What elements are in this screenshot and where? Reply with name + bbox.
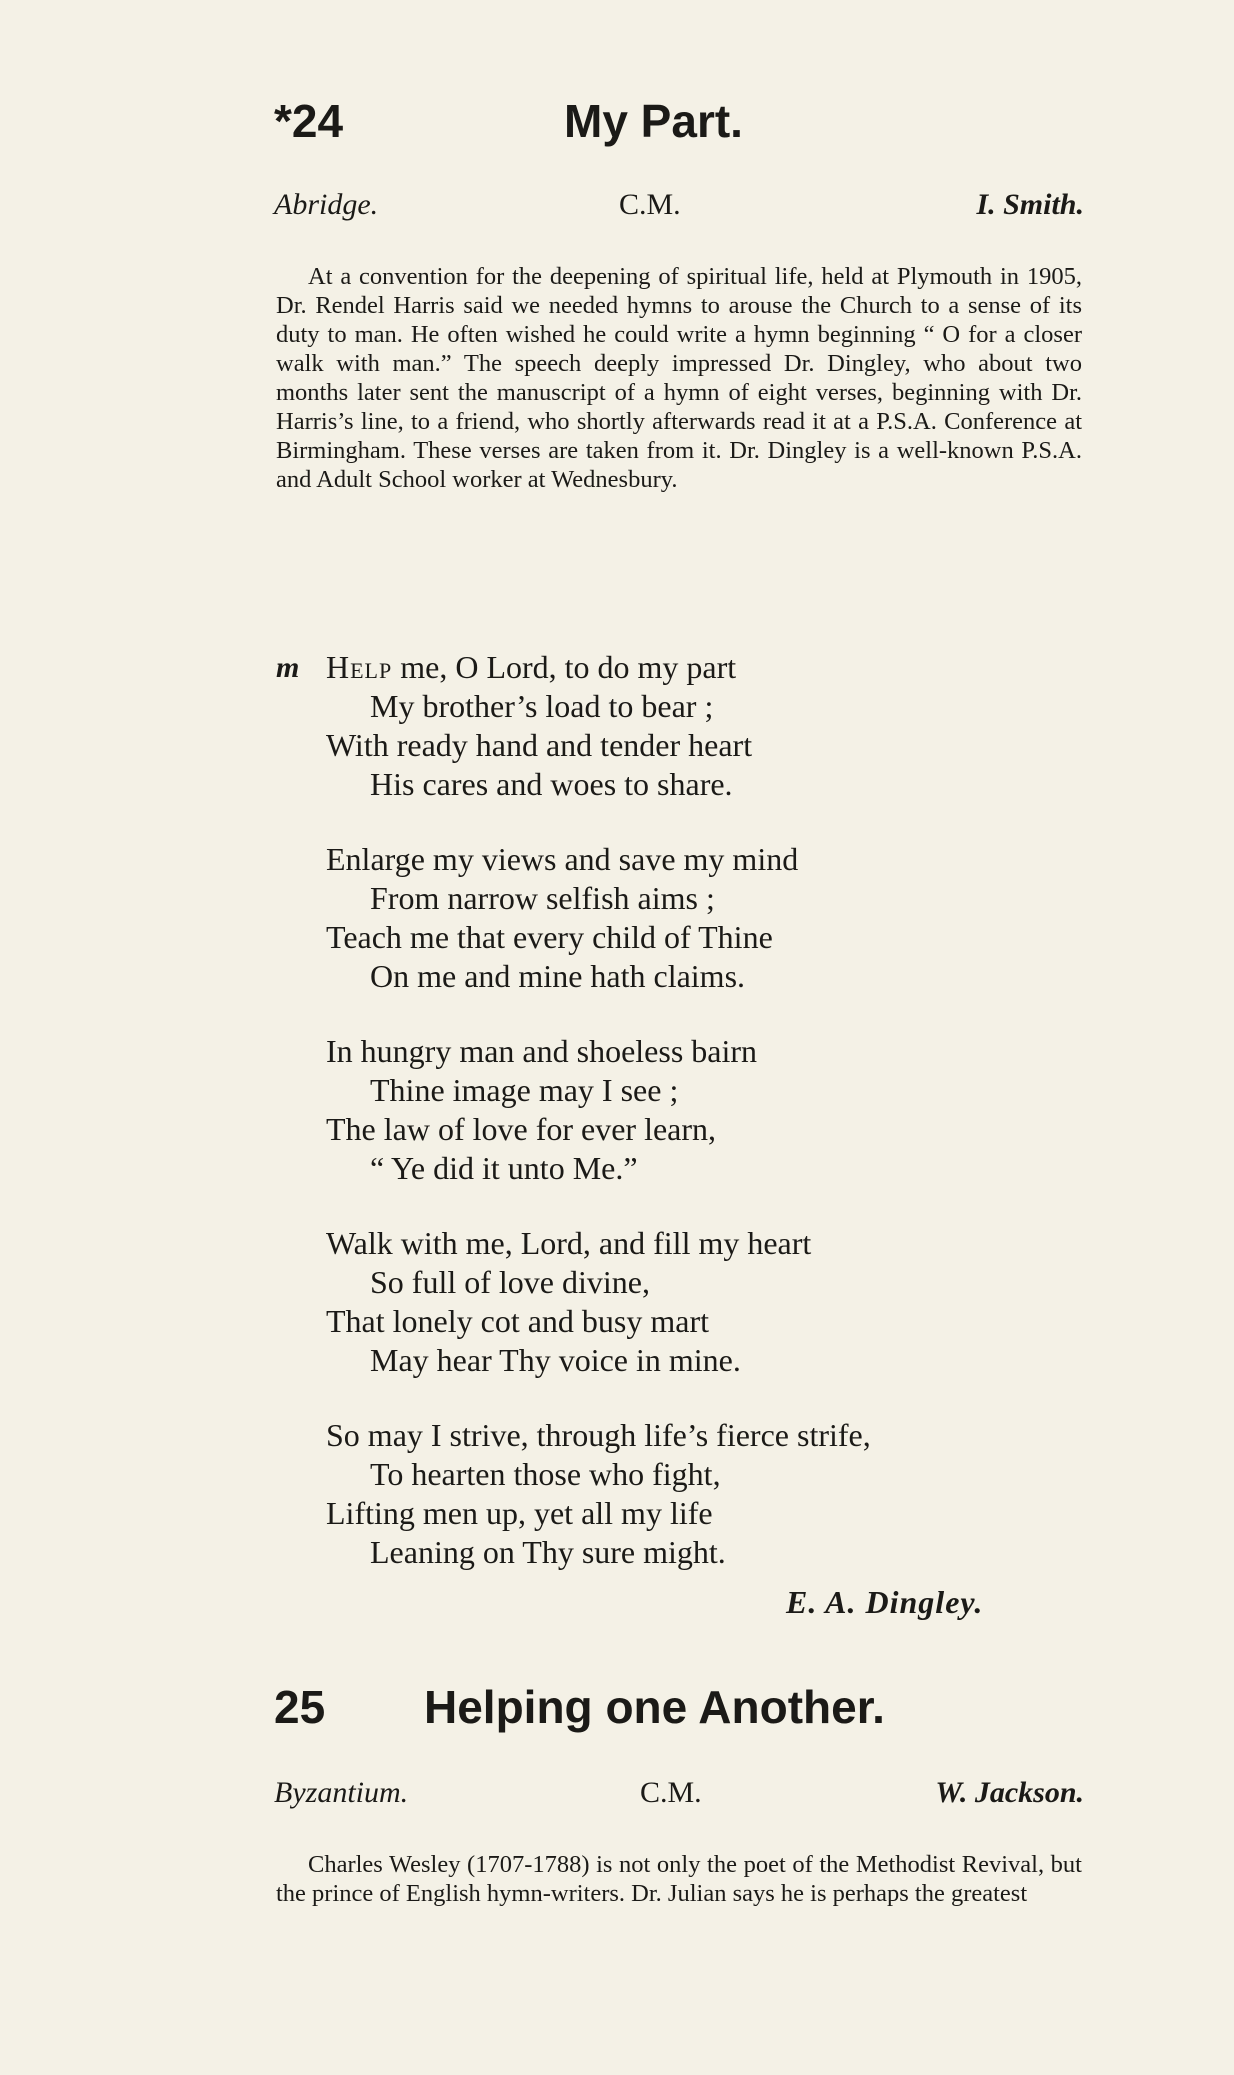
verse-line: The law of love for ever learn, bbox=[326, 1111, 717, 1147]
tune-name: Byzantium. bbox=[274, 1776, 409, 1809]
verse-line: So may I strive, through life’s fierce strife, bbox=[326, 1417, 871, 1453]
verse-line: From narrow selfish aims ; bbox=[370, 880, 715, 916]
verse-line: In hungry man and shoeless bairn bbox=[326, 1033, 758, 1069]
dynamic-marking: m bbox=[276, 651, 300, 684]
verse-2 bbox=[326, 840, 798, 996]
verse-line: Teach me that every child of Thine bbox=[326, 919, 773, 955]
verse-line: Walk with me, Lord, and fill my heart bbox=[326, 1225, 812, 1261]
hymn-24-tune-line bbox=[274, 188, 1084, 224]
verse-line: Thine image may I see ; bbox=[370, 1072, 679, 1108]
verse-3 bbox=[326, 1032, 757, 1188]
verse-5 bbox=[326, 1416, 871, 1572]
verse-line: Help me, O Lord, to do my part bbox=[326, 649, 737, 685]
meter: C.M. bbox=[619, 188, 681, 221]
hymn-24-note: At a convention for the deepening of spiritual life, held at Plymouth in 1905, Dr. Rendel Harris said we needed hymns to arouse the Church to a sense of its duty to man. He often wished he could write a hymn beginning “ O for a closer walk with man.” The speech deeply impressed Dr. Dingley, who about two months later sent the manuscript of a hymn of eight verses, beginning with Dr. Harris’s line, to a friend, who shortly afterwards read it at a P.S.A. Conference at Birmingham. These verses are taken from it. Dr. Dingley is a well-known P.S.A. and Adult School worker at Wednesbury. bbox=[276, 263, 1082, 493]
verse-4 bbox=[326, 1224, 811, 1380]
verse-line: Enlarge my views and save my mind bbox=[326, 841, 799, 877]
meter: C.M. bbox=[640, 1776, 702, 1809]
verse-line: That lonely cot and busy mart bbox=[326, 1303, 710, 1339]
verse-line: His cares and woes to share. bbox=[370, 766, 733, 802]
verse-line: On me and mine hath claims. bbox=[370, 958, 746, 994]
hymn-25-note: Charles Wesley (1707-1788) is not only the poet of the Methodist Revival, but the prince of English hymn-writers. Dr. Julian says he is perhaps the greatest bbox=[276, 1851, 1082, 1907]
verse-line: With ready hand and tender heart bbox=[326, 727, 753, 763]
verse-line: So full of love divine, bbox=[370, 1264, 650, 1300]
hymn-25-tune-line bbox=[274, 1776, 1084, 1812]
hymn-title: My Part. bbox=[564, 95, 743, 147]
verse-line: “ Ye did it unto Me.” bbox=[370, 1150, 638, 1186]
composer: W. Jackson. bbox=[935, 1776, 1084, 1809]
verse-line: My brother’s load to bear ; bbox=[370, 688, 714, 724]
hymn-number: *24 bbox=[274, 95, 344, 147]
hymn-number: 25 bbox=[274, 1681, 326, 1733]
verse-line: Leaning on Thy sure might. bbox=[370, 1534, 726, 1570]
hymn-25-header bbox=[274, 1680, 1094, 1736]
verse-line: Lifting men up, yet all my life bbox=[326, 1495, 713, 1531]
verse-1 bbox=[276, 648, 753, 804]
author-attribution: E. A. Dingley. bbox=[786, 1584, 984, 1620]
composer: I. Smith. bbox=[976, 188, 1084, 221]
first-word: Help bbox=[326, 649, 393, 685]
tune-name: Abridge. bbox=[274, 188, 379, 221]
hymn-title: Helping one Another. bbox=[424, 1681, 885, 1733]
hymn-24-header bbox=[274, 94, 1094, 150]
verse-line: To hearten those who fight, bbox=[370, 1456, 721, 1492]
verse-line: May hear Thy voice in mine. bbox=[370, 1342, 741, 1378]
